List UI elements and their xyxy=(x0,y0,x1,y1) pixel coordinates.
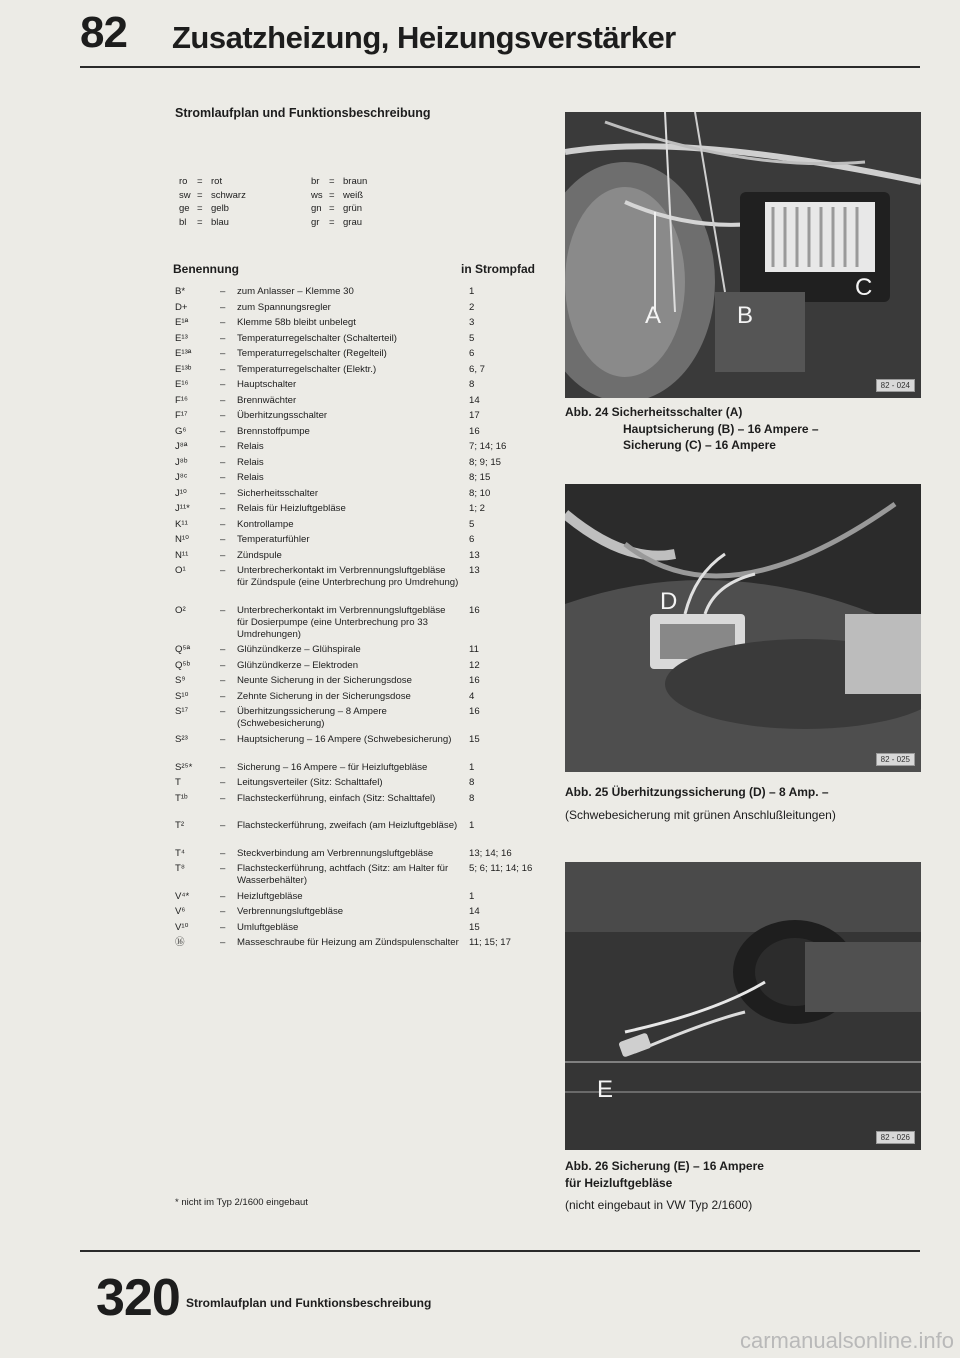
component-path: 13 xyxy=(469,549,480,561)
dash: – xyxy=(220,301,226,313)
dash: – xyxy=(220,761,226,773)
component-list-section xyxy=(173,100,543,1208)
equals-sign: = xyxy=(197,216,203,228)
color-name: braun xyxy=(343,176,368,187)
component-code: V⁶ xyxy=(175,906,186,918)
component-path: 5 xyxy=(469,518,475,530)
component-description: Brennwächter xyxy=(237,394,297,406)
dash: – xyxy=(220,690,226,702)
component-description: Glühzündkerze – Elektroden xyxy=(237,659,359,671)
component-description: Neunte Sicherung in der Sicherungsdose xyxy=(237,675,412,687)
dash: – xyxy=(220,317,226,328)
component-code: J⁸ᵇ xyxy=(175,456,188,468)
component-path: 7; 14; 16 xyxy=(469,441,507,452)
caption-26-line-1: Abb. 26 Sicherung (E) – 16 Ampere xyxy=(565,1159,764,1173)
dash: – xyxy=(220,363,226,375)
equals-sign: = xyxy=(197,176,203,187)
component-description: Unterbrecherkontakt im Verbrennungsluftgebläse für Zündspule (eine Unterbrechung pro Umdrehung) xyxy=(237,565,459,589)
caption-24-line-1: Abb. 24 Sicherheitsschalter (A) xyxy=(565,405,743,419)
component-path: 8 xyxy=(469,792,475,804)
component-code: T⁴ xyxy=(175,847,185,859)
component-path: 16 xyxy=(469,706,480,718)
component-path: 6 xyxy=(469,348,475,359)
component-description: Verbrennungsluftgebläse xyxy=(237,906,344,918)
component-path: 8; 9; 15 xyxy=(469,456,502,468)
dash: – xyxy=(220,777,226,789)
component-description: Leitungsverteiler (Sitz: Schalttafel) xyxy=(237,777,383,789)
dash: – xyxy=(220,921,226,933)
component-code: T¹ᵇ xyxy=(175,792,188,804)
dash: – xyxy=(220,565,226,576)
figure-label-b: B xyxy=(737,302,754,329)
equals-sign: = xyxy=(197,189,203,201)
caption-24-line-2: Hauptsicherung (B) – 16 Ampere – xyxy=(623,421,819,436)
color-name: schwarz xyxy=(211,189,246,201)
equals-sign: = xyxy=(329,176,335,187)
page-number: 320 xyxy=(96,1269,180,1327)
component-path: 2 xyxy=(469,301,475,313)
component-code: T xyxy=(175,777,181,789)
component-path: 14 xyxy=(469,906,480,918)
section-title: Stromlaufplan und Funktionsbeschreibung xyxy=(175,106,431,120)
chapter-header xyxy=(80,10,920,66)
component-description: Flachsteckerführung, zweifach (am Heizluftgebläse) xyxy=(237,820,458,832)
component-code: F¹⁷ xyxy=(175,410,188,421)
component-code: V¹⁰ xyxy=(175,921,189,933)
component-path: 15 xyxy=(469,734,480,745)
equals-sign: = xyxy=(197,203,203,214)
dash: – xyxy=(220,332,226,344)
list-header-path: in Strompfad xyxy=(461,262,535,276)
color-abbreviation: ws xyxy=(311,189,323,201)
dash: – xyxy=(220,906,226,918)
dash: – xyxy=(220,503,226,514)
chapter-title: Zusatzheizung, Heizungsverstärker xyxy=(172,20,676,55)
component-description: Steckverbindung am Verbrennungsluftgebläse xyxy=(237,847,434,859)
figure-25-tag: 82 - 025 xyxy=(876,753,915,766)
component-path: 11 xyxy=(469,644,479,656)
color-legend-entry xyxy=(179,190,246,201)
component-code: E¹³ xyxy=(175,332,188,344)
list-header-name: Benennung xyxy=(173,262,239,276)
equals-sign: = xyxy=(329,203,335,214)
component-code: G⁶ xyxy=(175,425,187,437)
dash: – xyxy=(220,847,226,859)
color-abbreviation: bl xyxy=(179,216,187,228)
dash: – xyxy=(220,348,226,359)
color-legend-entry xyxy=(311,176,367,187)
component-description: Glühzündkerze – Glühspirale xyxy=(237,644,361,656)
figure-24-image xyxy=(565,112,921,398)
color-name: weiß xyxy=(343,189,364,201)
component-path: 3 xyxy=(469,317,475,328)
color-legend-entry xyxy=(179,176,222,187)
color-name: gelb xyxy=(211,203,229,214)
figure-label-c: C xyxy=(855,274,873,301)
component-description: Relais xyxy=(237,472,264,483)
dash: – xyxy=(220,659,226,671)
chapter-number: 82 xyxy=(80,8,127,57)
component-description: Hauptschalter xyxy=(237,379,297,390)
color-name: grau xyxy=(343,216,363,228)
component-description: Überhitzungsschalter xyxy=(237,410,328,421)
component-code: F¹⁶ xyxy=(175,394,189,406)
component-description: Temperaturregelschalter (Schalterteil) xyxy=(237,332,397,344)
component-code: S¹⁰ xyxy=(175,690,189,702)
component-path: 12 xyxy=(469,659,480,671)
component-path: 5; 6; 11; 14; 16 xyxy=(469,863,533,875)
caption-abb-26 xyxy=(565,1158,925,1214)
dash: – xyxy=(220,456,226,468)
dash: – xyxy=(220,518,226,530)
dash: – xyxy=(220,379,226,390)
watermark: carmanualsonline.info xyxy=(739,1328,954,1353)
component-description: Unterbrecherkontakt im Verbrennungsluftgebläse für Dosierpumpe (eine Unterbrechung pro 33 Umdrehungen) xyxy=(237,604,446,640)
component-path: 8 xyxy=(469,777,475,789)
caption-26-line-3: (nicht eingebaut in VW Typ 2/1600) xyxy=(565,1198,753,1212)
component-path: 8; 15 xyxy=(469,472,491,483)
caption-25-line-1: Abb. 25 Überhitzungssicherung (D) – 8 Amp. – xyxy=(565,785,829,799)
color-abbreviation: br xyxy=(311,176,320,187)
component-description: Kontrollampe xyxy=(237,518,294,530)
figure-26-tag: 82 - 026 xyxy=(876,1131,915,1144)
component-code: O¹ xyxy=(175,565,186,576)
color-abbreviation: sw xyxy=(179,189,191,201)
component-path: 6 xyxy=(469,534,475,545)
dash: – xyxy=(220,734,226,745)
component-path: 11; 15; 17 xyxy=(469,937,511,949)
component-description: Sicherung – 16 Ampere – für Heizluftgebläse xyxy=(237,761,428,773)
component-code: E¹³ª xyxy=(175,348,192,359)
figure-25-photo xyxy=(565,484,921,772)
component-code: S⁹ xyxy=(175,675,186,687)
component-code: E¹ª xyxy=(175,317,189,328)
dash: – xyxy=(220,534,226,545)
color-legend-entry xyxy=(179,217,229,228)
footnote: * nicht im Typ 2/1600 eingebaut xyxy=(175,1197,308,1208)
component-description: Temperaturregelschalter (Regelteil) xyxy=(237,348,387,359)
component-path: 13 xyxy=(469,565,480,576)
component-description: Umluftgebläse xyxy=(237,921,299,933)
dash: – xyxy=(220,410,226,421)
component-path: 1 xyxy=(469,761,475,773)
dash: – xyxy=(220,394,226,406)
list-header xyxy=(173,262,535,276)
component-path: 13; 14; 16 xyxy=(469,847,512,859)
component-code: J⁸ᶜ xyxy=(175,472,188,483)
color-abbreviation: gn xyxy=(311,203,322,214)
color-legend-entry xyxy=(311,190,363,201)
component-path: 1; 2 xyxy=(469,503,486,514)
component-code: Q⁵ª xyxy=(175,644,190,656)
component-path: 15 xyxy=(469,921,480,933)
component-code: N¹⁰ xyxy=(175,534,189,545)
dash: – xyxy=(220,286,226,297)
color-name: grün xyxy=(343,203,363,214)
component-code: T⁸ xyxy=(175,863,185,875)
color-abbreviation: ge xyxy=(179,203,190,214)
caption-26-line-2: für Heizluftgebläse xyxy=(565,1175,673,1190)
figure-26-photo xyxy=(565,862,921,1150)
color-abbreviation: gr xyxy=(311,216,320,228)
figure-label-a: A xyxy=(645,302,662,329)
footer-label: Stromlaufplan und Funktionsbeschreibung xyxy=(186,1296,432,1310)
dash: – xyxy=(220,675,226,687)
dash: – xyxy=(220,863,226,875)
caption-abb-24 xyxy=(565,404,925,454)
component-description: Temperaturregelschalter (Elektr.) xyxy=(237,363,377,375)
component-code: V⁴* xyxy=(175,890,190,902)
component-description: zum Spannungsregler xyxy=(237,301,331,313)
component-path: 1 xyxy=(469,286,475,297)
caption-abb-25 xyxy=(565,784,925,823)
component-description: Relais xyxy=(237,456,264,468)
component-description: zum Anlasser – Klemme 30 xyxy=(237,286,354,297)
component-description: Masseschraube für Heizung am Zündspulenschalter xyxy=(237,937,459,949)
color-legend-entry xyxy=(311,217,362,228)
equals-sign: = xyxy=(329,216,335,228)
component-path: 5 xyxy=(469,332,475,344)
dash: – xyxy=(220,937,226,949)
component-code: O² xyxy=(175,604,186,616)
component-path: 16 xyxy=(469,604,480,616)
component-description: Relais xyxy=(237,441,264,452)
component-description: Heizluftgebläse xyxy=(237,890,303,902)
component-code: T² xyxy=(175,820,185,832)
component-code: D+ xyxy=(175,301,188,313)
component-code: J¹⁰ xyxy=(175,487,187,499)
component-path: 16 xyxy=(469,675,480,687)
dash: – xyxy=(220,487,226,499)
dash: – xyxy=(220,792,226,804)
component-description: Zehnte Sicherung in der Sicherungsdose xyxy=(237,690,411,702)
dash: – xyxy=(220,549,226,561)
component-description: Zündspule xyxy=(237,549,282,561)
component-path: 1 xyxy=(469,820,475,832)
color-name: blau xyxy=(211,216,229,228)
dash: – xyxy=(220,706,226,718)
component-code: B* xyxy=(175,286,186,297)
component-description: Flachsteckerführung, einfach (Sitz: Schalttafel) xyxy=(237,792,436,804)
component-code: K¹¹ xyxy=(175,518,188,530)
component-code: E¹³ᵇ xyxy=(175,363,192,375)
component-code: S²³ xyxy=(175,734,188,745)
figure-label-e: E xyxy=(597,1076,614,1103)
component-code: S²⁵* xyxy=(175,761,193,773)
component-code: S¹⁷ xyxy=(175,706,189,718)
component-code: N¹¹ xyxy=(175,549,189,561)
component-path: 8 xyxy=(469,379,475,390)
component-code: J¹¹* xyxy=(175,503,190,514)
figure-24-tag: 82 - 024 xyxy=(876,379,915,392)
figure-26-image xyxy=(565,862,921,1150)
caption-25-line-2: (Schwebesicherung mit grünen Anschlußleitungen) xyxy=(565,807,836,822)
component-path: 14 xyxy=(469,394,480,406)
component-description: Sicherheitsschalter xyxy=(237,487,319,499)
component-path: 17 xyxy=(469,410,480,421)
footer-rule xyxy=(80,1250,920,1252)
figure-25-image xyxy=(565,484,921,772)
component-description: Temperaturfühler xyxy=(237,534,310,545)
component-description: Flachsteckerführung, achtfach (Sitz: am Halter für Wasserbehälter) xyxy=(237,863,449,887)
component-description: Relais für Heizluftgebläse xyxy=(237,503,346,514)
color-legend-entry xyxy=(179,203,229,214)
component-path: 6, 7 xyxy=(469,363,486,375)
color-legend-entry xyxy=(311,203,362,214)
component-code: Q⁵ᵇ xyxy=(175,659,191,671)
component-description: Hauptsicherung – 16 Ampere (Schwebesicherung) xyxy=(237,734,452,745)
caption-24-line-3: Sicherung (C) – 16 Ampere xyxy=(623,438,776,452)
dash: – xyxy=(220,425,226,437)
component-path: 16 xyxy=(469,425,480,437)
color-abbreviation: ro xyxy=(179,176,188,187)
figure-label-d: D xyxy=(660,588,678,615)
equals-sign: = xyxy=(329,189,335,201)
component-description: Überhitzungssicherung – 8 Ampere (Schwebesicherung) xyxy=(237,706,387,730)
color-name: rot xyxy=(211,176,223,187)
component-code: J⁸ª xyxy=(175,441,188,452)
component-path: 4 xyxy=(469,690,475,702)
component-description: Brennstoffpumpe xyxy=(237,425,310,437)
component-code: E¹⁶ xyxy=(175,379,189,390)
dash: – xyxy=(220,604,226,616)
figure-24-photo xyxy=(565,112,921,398)
dash: – xyxy=(220,441,226,452)
dash: – xyxy=(220,890,226,902)
component-code: ⑯ xyxy=(175,937,185,949)
component-description: Klemme 58b bleibt unbelegt xyxy=(237,317,356,328)
dash: – xyxy=(220,472,226,483)
component-path: 1 xyxy=(469,890,475,902)
dash: – xyxy=(220,644,226,656)
header-rule xyxy=(80,66,920,68)
dash: – xyxy=(220,820,226,832)
component-path: 8; 10 xyxy=(469,487,491,499)
